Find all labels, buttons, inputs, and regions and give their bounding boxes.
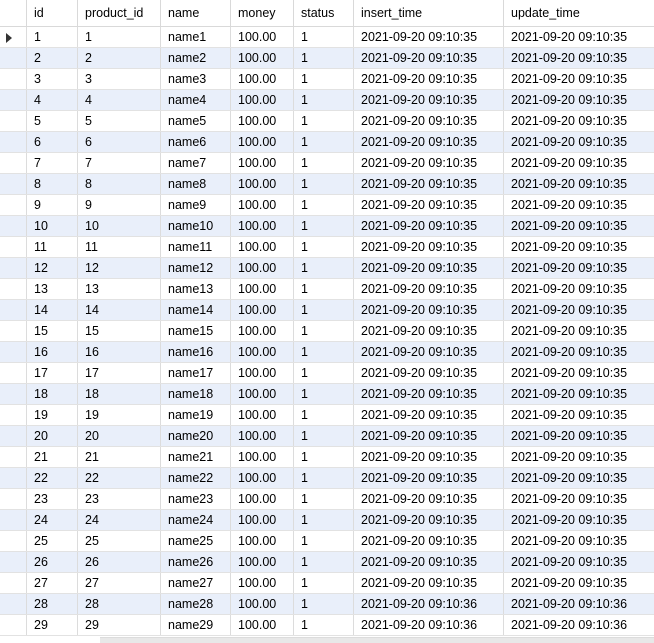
cell-insert-time[interactable]: 2021-09-20 09:10:35 (354, 258, 504, 278)
cell-product-id[interactable]: 3 (78, 69, 161, 89)
cell-insert-time[interactable]: 2021-09-20 09:10:35 (354, 132, 504, 152)
cell-product-id[interactable]: 21 (78, 447, 161, 467)
cell-money[interactable]: 100.00 (231, 111, 294, 131)
cell-name[interactable]: name26 (161, 552, 231, 572)
row-selector[interactable] (0, 615, 27, 635)
triangle-right-icon (6, 33, 12, 43)
cell-id[interactable]: 23 (27, 489, 78, 509)
cell-money[interactable]: 100.00 (231, 153, 294, 173)
cell-update-time[interactable]: 2021-09-20 09:10:35 (511, 198, 628, 212)
cell-status[interactable]: 1 (294, 594, 354, 614)
cell-money[interactable]: 100.00 (231, 405, 294, 425)
table-row[interactable] (0, 90, 654, 111)
row-selector[interactable] (0, 153, 27, 173)
row-selector[interactable] (0, 69, 27, 89)
cell-product-id[interactable]: 19 (78, 405, 161, 425)
row-selector-header[interactable] (0, 0, 27, 26)
cell-insert-time[interactable]: 2021-09-20 09:10:35 (354, 531, 504, 551)
cell-name[interactable]: name23 (161, 489, 231, 509)
cell-product-id[interactable]: 13 (78, 279, 161, 299)
table-row[interactable] (0, 384, 654, 405)
cell-money[interactable]: 100.00 (231, 384, 294, 404)
cell-product-id[interactable]: 23 (78, 489, 161, 509)
cell-product-id[interactable]: 14 (78, 300, 161, 320)
cell-name[interactable]: name8 (161, 174, 231, 194)
cell-money[interactable]: 100.00 (231, 300, 294, 320)
cell-id[interactable]: 14 (27, 300, 78, 320)
table-row[interactable] (0, 153, 654, 174)
cell-update-time[interactable]: 2021-09-20 09:10:35 (511, 177, 628, 191)
cell-money[interactable]: 100.00 (231, 510, 294, 530)
cell-id[interactable]: 16 (27, 342, 78, 362)
column-header-product-id[interactable]: product_id (78, 0, 161, 26)
table-row[interactable] (0, 258, 654, 279)
cell-id[interactable]: 13 (27, 279, 78, 299)
cell-name[interactable]: name5 (161, 111, 231, 131)
cell-update-time[interactable]: 2021-09-20 09:10:35 (511, 30, 628, 44)
cell-insert-time[interactable]: 2021-09-20 09:10:35 (354, 510, 504, 530)
cell-id[interactable]: 26 (27, 552, 78, 572)
cell-name[interactable]: name10 (161, 216, 231, 236)
cell-money[interactable]: 100.00 (231, 342, 294, 362)
cell-id[interactable]: 12 (27, 258, 78, 278)
table-row[interactable] (0, 216, 654, 237)
cell-update-time[interactable]: 2021-09-20 09:10:35 (511, 324, 628, 338)
cell-id[interactable]: 15 (27, 321, 78, 341)
cell-insert-time[interactable]: 2021-09-20 09:10:36 (354, 594, 504, 614)
cell-product-id[interactable]: 17 (78, 363, 161, 383)
table-row[interactable] (0, 552, 654, 573)
cell-id[interactable]: 21 (27, 447, 78, 467)
row-selector[interactable] (0, 489, 27, 509)
cell-name[interactable]: name28 (161, 594, 231, 614)
cell-name[interactable]: name14 (161, 300, 231, 320)
cell-update-time[interactable]: 2021-09-20 09:10:35 (511, 135, 628, 149)
cell-money[interactable]: 100.00 (231, 216, 294, 236)
cell-product-id[interactable]: 15 (78, 321, 161, 341)
cell-id[interactable]: 27 (27, 573, 78, 593)
row-selector[interactable] (0, 384, 27, 404)
cell-id[interactable]: 19 (27, 405, 78, 425)
cell-money[interactable]: 100.00 (231, 132, 294, 152)
row-selector[interactable] (0, 552, 27, 572)
cell-id[interactable]: 2 (27, 48, 78, 68)
cell-name[interactable]: name12 (161, 258, 231, 278)
cell-update-time[interactable]: 2021-09-20 09:10:35 (511, 345, 628, 359)
cell-name[interactable]: name29 (161, 615, 231, 635)
cell-status[interactable]: 1 (294, 300, 354, 320)
cell-insert-time[interactable]: 2021-09-20 09:10:35 (354, 405, 504, 425)
row-selector[interactable] (0, 510, 27, 530)
row-selector[interactable] (0, 405, 27, 425)
row-selector[interactable] (0, 573, 27, 593)
row-selector[interactable] (0, 300, 27, 320)
cell-money[interactable]: 100.00 (231, 447, 294, 467)
cell-product-id[interactable]: 5 (78, 111, 161, 131)
cell-money[interactable]: 100.00 (231, 69, 294, 89)
cell-insert-time[interactable]: 2021-09-20 09:10:35 (354, 279, 504, 299)
cell-name[interactable]: name7 (161, 153, 231, 173)
cell-insert-time[interactable]: 2021-09-20 09:10:35 (354, 321, 504, 341)
cell-update-time[interactable]: 2021-09-20 09:10:35 (511, 555, 628, 569)
cell-status[interactable]: 1 (294, 573, 354, 593)
cell-name[interactable]: name2 (161, 48, 231, 68)
cell-status[interactable]: 1 (294, 342, 354, 362)
cell-status[interactable]: 1 (294, 153, 354, 173)
cell-insert-time[interactable]: 2021-09-20 09:10:35 (354, 426, 504, 446)
table-row[interactable] (0, 111, 654, 132)
cell-name[interactable]: name4 (161, 90, 231, 110)
cell-name[interactable]: name6 (161, 132, 231, 152)
cell-product-id[interactable]: 7 (78, 153, 161, 173)
cell-id[interactable]: 3 (27, 69, 78, 89)
cell-id[interactable]: 8 (27, 174, 78, 194)
cell-status[interactable]: 1 (294, 174, 354, 194)
cell-money[interactable]: 100.00 (231, 237, 294, 257)
cell-insert-time[interactable]: 2021-09-20 09:10:35 (354, 342, 504, 362)
cell-update-time[interactable]: 2021-09-20 09:10:35 (511, 366, 628, 380)
row-selector[interactable] (0, 321, 27, 341)
column-header-status[interactable]: status (294, 0, 354, 26)
cell-insert-time[interactable]: 2021-09-20 09:10:35 (354, 384, 504, 404)
row-selector[interactable] (0, 363, 27, 383)
row-selector[interactable] (0, 111, 27, 131)
cell-product-id[interactable]: 24 (78, 510, 161, 530)
cell-money[interactable]: 100.00 (231, 531, 294, 551)
cell-product-id[interactable]: 10 (78, 216, 161, 236)
cell-update-time[interactable]: 2021-09-20 09:10:36 (511, 597, 628, 611)
row-selector[interactable] (0, 258, 27, 278)
cell-status[interactable]: 1 (294, 111, 354, 131)
cell-update-time[interactable]: 2021-09-20 09:10:35 (511, 429, 628, 443)
cell-name[interactable]: name19 (161, 405, 231, 425)
cell-id[interactable]: 5 (27, 111, 78, 131)
cell-product-id[interactable]: 9 (78, 195, 161, 215)
cell-name[interactable]: name17 (161, 363, 231, 383)
cell-name[interactable]: name21 (161, 447, 231, 467)
cell-id[interactable]: 6 (27, 132, 78, 152)
cell-insert-time[interactable]: 2021-09-20 09:10:35 (354, 90, 504, 110)
cell-update-time[interactable]: 2021-09-20 09:10:35 (511, 72, 628, 86)
cell-money[interactable]: 100.00 (231, 195, 294, 215)
cell-insert-time[interactable]: 2021-09-20 09:10:35 (354, 447, 504, 467)
cell-status[interactable]: 1 (294, 48, 354, 68)
cell-status[interactable]: 1 (294, 489, 354, 509)
cell-id[interactable]: 20 (27, 426, 78, 446)
cell-name[interactable]: name20 (161, 426, 231, 446)
cell-insert-time[interactable]: 2021-09-20 09:10:35 (354, 48, 504, 68)
cell-insert-time[interactable]: 2021-09-20 09:10:35 (354, 300, 504, 320)
table-row[interactable] (0, 27, 654, 48)
cell-name[interactable]: name13 (161, 279, 231, 299)
row-selector[interactable] (0, 426, 27, 446)
table-row[interactable] (0, 510, 654, 531)
cell-status[interactable]: 1 (294, 468, 354, 488)
cell-money[interactable]: 100.00 (231, 615, 294, 635)
cell-status[interactable]: 1 (294, 615, 354, 635)
cell-name[interactable]: name1 (161, 27, 231, 47)
row-selector[interactable] (0, 342, 27, 362)
row-selector[interactable] (0, 132, 27, 152)
cell-id[interactable]: 11 (27, 237, 78, 257)
table-row[interactable] (0, 237, 654, 258)
cell-update-time[interactable]: 2021-09-20 09:10:35 (511, 471, 628, 485)
cell-product-id[interactable]: 20 (78, 426, 161, 446)
cell-insert-time[interactable]: 2021-09-20 09:10:35 (354, 489, 504, 509)
row-selector[interactable] (0, 237, 27, 257)
row-selector[interactable] (0, 195, 27, 215)
row-selector[interactable] (0, 468, 27, 488)
cell-product-id[interactable]: 4 (78, 90, 161, 110)
cell-money[interactable]: 100.00 (231, 468, 294, 488)
cell-update-time[interactable]: 2021-09-20 09:10:35 (511, 282, 628, 296)
cell-status[interactable]: 1 (294, 363, 354, 383)
row-selector[interactable] (0, 48, 27, 68)
cell-insert-time[interactable]: 2021-09-20 09:10:35 (354, 552, 504, 572)
cell-update-time[interactable]: 2021-09-20 09:10:35 (511, 450, 628, 464)
cell-status[interactable]: 1 (294, 69, 354, 89)
cell-name[interactable]: name9 (161, 195, 231, 215)
cell-product-id[interactable]: 29 (78, 615, 161, 635)
cell-product-id[interactable]: 8 (78, 174, 161, 194)
table-row[interactable] (0, 468, 654, 489)
cell-status[interactable]: 1 (294, 90, 354, 110)
table-row[interactable] (0, 69, 654, 90)
cell-insert-time[interactable]: 2021-09-20 09:10:35 (354, 69, 504, 89)
table-row[interactable] (0, 447, 654, 468)
table-row[interactable] (0, 426, 654, 447)
cell-update-time[interactable]: 2021-09-20 09:10:35 (511, 513, 628, 527)
column-header-update-time[interactable]: update_time (511, 6, 580, 20)
row-selector[interactable] (0, 216, 27, 236)
cell-insert-time[interactable]: 2021-09-20 09:10:36 (354, 615, 504, 635)
table-row[interactable] (0, 405, 654, 426)
row-selector[interactable] (0, 174, 27, 194)
cell-money[interactable]: 100.00 (231, 27, 294, 47)
row-selector[interactable] (0, 279, 27, 299)
table-row[interactable] (0, 132, 654, 153)
row-selector[interactable] (0, 27, 27, 47)
cell-id[interactable]: 1 (27, 27, 78, 47)
cell-money[interactable]: 100.00 (231, 426, 294, 446)
cell-product-id[interactable]: 28 (78, 594, 161, 614)
table-row[interactable] (0, 195, 654, 216)
table-row[interactable] (0, 594, 654, 615)
cell-product-id[interactable]: 18 (78, 384, 161, 404)
cell-product-id[interactable]: 25 (78, 531, 161, 551)
cell-product-id[interactable]: 27 (78, 573, 161, 593)
cell-status[interactable]: 1 (294, 195, 354, 215)
table-row[interactable] (0, 573, 654, 594)
column-header-id[interactable]: id (27, 0, 78, 26)
cell-product-id[interactable]: 11 (78, 237, 161, 257)
cell-insert-time[interactable]: 2021-09-20 09:10:35 (354, 216, 504, 236)
cell-status[interactable]: 1 (294, 531, 354, 551)
cell-update-time[interactable]: 2021-09-20 09:10:35 (511, 387, 628, 401)
cell-product-id[interactable]: 1 (78, 27, 161, 47)
cell-update-time[interactable]: 2021-09-20 09:10:35 (511, 156, 628, 170)
cell-id[interactable]: 28 (27, 594, 78, 614)
cell-status[interactable]: 1 (294, 258, 354, 278)
cell-update-time[interactable]: 2021-09-20 09:10:35 (511, 114, 628, 128)
cell-insert-time[interactable]: 2021-09-20 09:10:35 (354, 237, 504, 257)
cell-product-id[interactable]: 12 (78, 258, 161, 278)
table-row[interactable] (0, 300, 654, 321)
cell-money[interactable]: 100.00 (231, 594, 294, 614)
cell-money[interactable]: 100.00 (231, 363, 294, 383)
cell-update-time[interactable]: 2021-09-20 09:10:35 (511, 261, 628, 275)
horizontal-scrollbar[interactable] (100, 637, 654, 643)
column-header-name[interactable]: name (161, 0, 231, 26)
cell-status[interactable]: 1 (294, 132, 354, 152)
cell-id[interactable]: 9 (27, 195, 78, 215)
cell-money[interactable]: 100.00 (231, 489, 294, 509)
cell-id[interactable]: 10 (27, 216, 78, 236)
cell-id[interactable]: 22 (27, 468, 78, 488)
cell-product-id[interactable]: 2 (78, 48, 161, 68)
cell-id[interactable]: 4 (27, 90, 78, 110)
cell-id[interactable]: 7 (27, 153, 78, 173)
cell-product-id[interactable]: 26 (78, 552, 161, 572)
row-selector[interactable] (0, 90, 27, 110)
table-row[interactable] (0, 321, 654, 342)
cell-name[interactable]: name11 (161, 237, 231, 257)
row-selector[interactable] (0, 594, 27, 614)
cell-id[interactable]: 18 (27, 384, 78, 404)
table-row[interactable] (0, 489, 654, 510)
grid-body (0, 27, 654, 643)
cell-name[interactable]: name16 (161, 342, 231, 362)
cell-name[interactable]: name22 (161, 468, 231, 488)
cell-update-time[interactable]: 2021-09-20 09:10:35 (511, 492, 628, 506)
cell-name[interactable]: name25 (161, 531, 231, 551)
cell-insert-time[interactable]: 2021-09-20 09:10:35 (354, 27, 504, 47)
row-selector[interactable] (0, 531, 27, 551)
cell-status[interactable]: 1 (294, 384, 354, 404)
cell-money[interactable]: 100.00 (231, 552, 294, 572)
cell-name[interactable]: name3 (161, 69, 231, 89)
table-row[interactable] (0, 174, 654, 195)
cell-status[interactable]: 1 (294, 405, 354, 425)
cell-name[interactable]: name24 (161, 510, 231, 530)
cell-update-time[interactable]: 2021-09-20 09:10:35 (511, 93, 628, 107)
cell-id[interactable]: 17 (27, 363, 78, 383)
table-row[interactable] (0, 531, 654, 552)
cell-money[interactable]: 100.00 (231, 279, 294, 299)
cell-update-time[interactable]: 2021-09-20 09:10:35 (511, 51, 628, 65)
cell-status[interactable]: 1 (294, 510, 354, 530)
cell-name[interactable]: name18 (161, 384, 231, 404)
cell-money[interactable]: 100.00 (231, 573, 294, 593)
cell-id[interactable]: 25 (27, 531, 78, 551)
cell-insert-time[interactable]: 2021-09-20 09:10:35 (354, 468, 504, 488)
cell-product-id[interactable]: 6 (78, 132, 161, 152)
cell-money[interactable]: 100.00 (231, 48, 294, 68)
cell-update-time[interactable]: 2021-09-20 09:10:35 (511, 219, 628, 233)
row-selector[interactable] (0, 447, 27, 467)
cell-status[interactable]: 1 (294, 426, 354, 446)
table-row[interactable] (0, 48, 654, 69)
cell-id[interactable]: 29 (27, 615, 78, 635)
cell-insert-time[interactable]: 2021-09-20 09:10:35 (354, 195, 504, 215)
table-row[interactable] (0, 279, 654, 300)
cell-update-time[interactable]: 2021-09-20 09:10:35 (511, 534, 628, 548)
cell-money[interactable]: 100.00 (231, 258, 294, 278)
header-row (0, 0, 654, 27)
table-row[interactable] (0, 342, 654, 363)
table-row[interactable] (0, 615, 654, 636)
cell-status[interactable]: 1 (294, 27, 354, 47)
cell-name[interactable]: name27 (161, 573, 231, 593)
cell-money[interactable]: 100.00 (231, 174, 294, 194)
cell-insert-time[interactable]: 2021-09-20 09:10:35 (354, 174, 504, 194)
cell-status[interactable]: 1 (294, 279, 354, 299)
cell-name[interactable]: name15 (161, 321, 231, 341)
cell-status[interactable]: 1 (294, 216, 354, 236)
cell-update-time[interactable]: 2021-09-20 09:10:35 (511, 303, 628, 317)
cell-insert-time[interactable]: 2021-09-20 09:10:35 (354, 363, 504, 383)
column-header-insert-time[interactable]: insert_time (354, 0, 504, 26)
cell-id[interactable]: 24 (27, 510, 78, 530)
cell-status[interactable]: 1 (294, 447, 354, 467)
cell-insert-time[interactable]: 2021-09-20 09:10:35 (354, 153, 504, 173)
column-header-money[interactable]: money (231, 0, 294, 26)
cell-status[interactable]: 1 (294, 552, 354, 572)
cell-update-time[interactable]: 2021-09-20 09:10:35 (511, 576, 628, 590)
cell-status[interactable]: 1 (294, 321, 354, 341)
cell-money[interactable]: 100.00 (231, 90, 294, 110)
cell-money[interactable]: 100.00 (231, 321, 294, 341)
cell-update-time[interactable]: 2021-09-20 09:10:36 (511, 618, 628, 632)
cell-product-id[interactable]: 22 (78, 468, 161, 488)
table-row[interactable] (0, 363, 654, 384)
cell-product-id[interactable]: 16 (78, 342, 161, 362)
cell-update-time[interactable]: 2021-09-20 09:10:35 (511, 408, 628, 422)
cell-insert-time[interactable]: 2021-09-20 09:10:35 (354, 573, 504, 593)
cell-status[interactable]: 1 (294, 237, 354, 257)
cell-insert-time[interactable]: 2021-09-20 09:10:35 (354, 111, 504, 131)
cell-update-time[interactable]: 2021-09-20 09:10:35 (511, 240, 628, 254)
